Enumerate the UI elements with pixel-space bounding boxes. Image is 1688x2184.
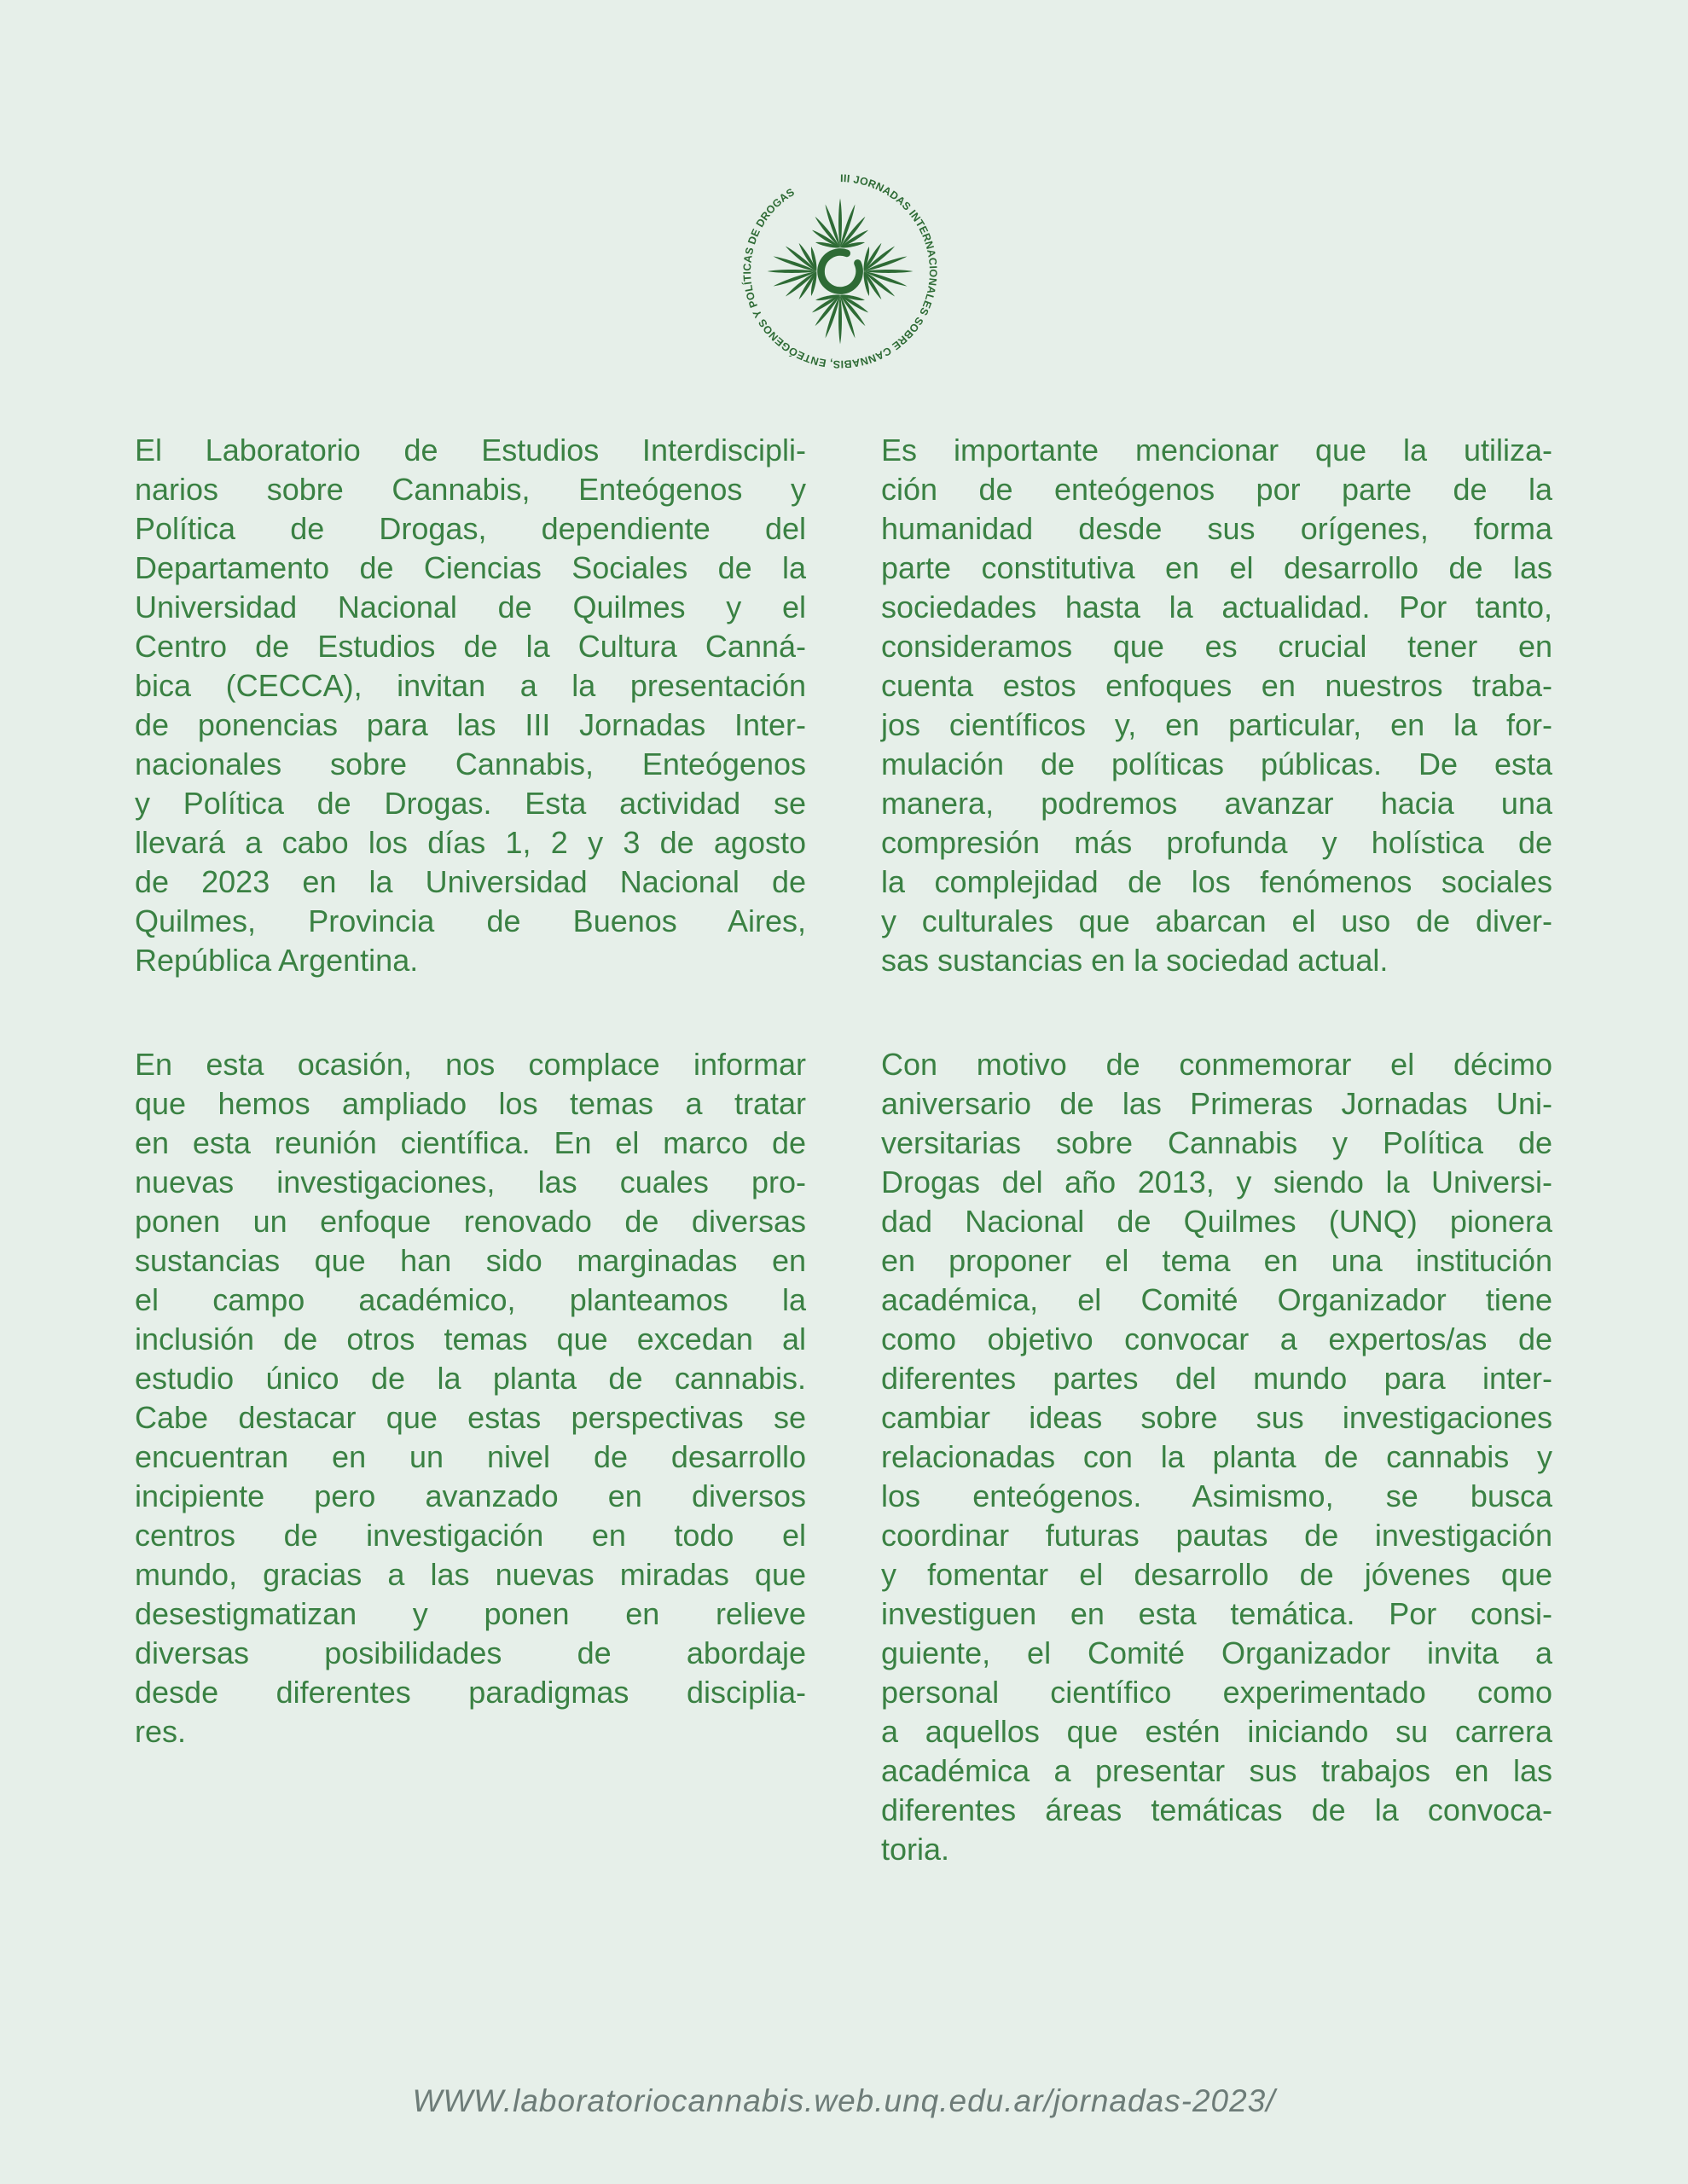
text-line: bica (CECCA), invitan a la presentación bbox=[135, 668, 806, 703]
text-line: coordinar futuras pautas de investigación bbox=[881, 1518, 1552, 1553]
text-line: cuenta estos enfoques en nuestros traba- bbox=[881, 668, 1552, 703]
paragraph bbox=[881, 1045, 1552, 1869]
paragraph bbox=[135, 431, 806, 980]
left-column bbox=[135, 431, 806, 1869]
text-line: como objetivo convocar a expertos/as de bbox=[881, 1321, 1552, 1356]
text-line: los enteógenos. Asimismo, se busca bbox=[881, 1478, 1552, 1513]
text-line: en esta reunión científica. En el marco de bbox=[135, 1125, 806, 1160]
text-line: cambiar ideas sobre sus investigaciones bbox=[881, 1400, 1552, 1435]
body-text bbox=[135, 431, 1553, 1869]
text-line: manera, podremos avanzar hacia una bbox=[881, 786, 1552, 821]
cannabis-leaf-icon-left bbox=[768, 242, 819, 300]
text-line: y Política de Drogas. Esta actividad se bbox=[135, 786, 806, 821]
text-line: de ponencias para las III Jornadas Inter- bbox=[135, 707, 806, 742]
text-line: guiente, el Comité Organizador invita a bbox=[881, 1635, 1552, 1670]
text-line: dad Nacional de Quilmes (UNQ) pionera bbox=[881, 1204, 1552, 1239]
text-line: la complejidad de los fenómenos sociales bbox=[881, 864, 1552, 899]
cannabis-leaf-icon-right bbox=[862, 242, 914, 300]
text-line: inclusión de otros temas que excedan al bbox=[135, 1321, 806, 1356]
text-line: Drogas del año 2013, y siendo la Universi- bbox=[881, 1165, 1552, 1199]
text-line: narios sobre Cannabis, Enteógenos y bbox=[135, 472, 806, 507]
text-line: estudio único de la planta de cannabis. bbox=[135, 1361, 806, 1396]
text-line: diversas posibilidades de abordaje bbox=[135, 1635, 806, 1670]
text-line: jos científicos y, en particular, en la for- bbox=[881, 707, 1552, 742]
event-logo bbox=[729, 160, 951, 382]
text-line: Centro de Estudios de la Cultura Canná- bbox=[135, 629, 806, 664]
text-line: encuentran en un nivel de desarrollo bbox=[135, 1439, 806, 1474]
text-line: Universidad Nacional de Quilmes y el bbox=[135, 590, 806, 624]
text-line: consideramos que es crucial tener en bbox=[881, 629, 1552, 664]
text-line: el campo académico, planteamos la bbox=[135, 1282, 806, 1317]
text-line: Es importante mencionar que la utiliza- bbox=[881, 433, 1552, 468]
text-line: Cabe destacar que estas perspectivas se bbox=[135, 1400, 806, 1435]
text-line: El Laboratorio de Estudios Interdiscipli- bbox=[135, 433, 806, 468]
text-line: ponen un enfoque renovado de diversas bbox=[135, 1204, 806, 1239]
text-line: académica a presentar sus trabajos en las bbox=[881, 1753, 1552, 1788]
open-ring-icon bbox=[821, 253, 860, 291]
text-line: diferentes partes del mundo para inter- bbox=[881, 1361, 1552, 1396]
text-line: En esta ocasión, nos complace informar bbox=[135, 1047, 806, 1082]
text-line: compresión más profunda y holística de bbox=[881, 825, 1552, 860]
text-line: Política de Drogas, dependiente del bbox=[135, 511, 806, 546]
text-line: que hemos ampliado los temas a tratar bbox=[135, 1086, 806, 1121]
text-line: en proponer el tema en una institución bbox=[881, 1243, 1552, 1278]
text-line: humanidad desde sus orígenes, forma bbox=[881, 511, 1552, 546]
text-line: desestigmatizan y ponen en relieve bbox=[135, 1596, 806, 1631]
text-line: desde diferentes paradigmas disciplia- bbox=[135, 1675, 806, 1710]
text-line: ción de enteógenos por parte de la bbox=[881, 472, 1552, 507]
text-line: sociedades hasta la actualidad. Por tanto, bbox=[881, 590, 1552, 624]
logo-circular-text: III JORNADAS INTERNACIONALES SOBRE CANNABIS, ENTEÓGENOS Y POLÍTICAS DE DROGAS bbox=[741, 172, 939, 370]
text-line: sustancias que han sido marginadas en bbox=[135, 1243, 806, 1278]
text-line: Quilmes, Provincia de Buenos Aires, bbox=[135, 903, 806, 938]
text-line: académica, el Comité Organizador tiene bbox=[881, 1282, 1552, 1317]
text-line: investiguen en esta temática. Por consi- bbox=[881, 1596, 1552, 1631]
text-line: República Argentina. bbox=[135, 943, 419, 978]
text-line: nuevas investigaciones, las cuales pro- bbox=[135, 1165, 806, 1199]
text-line: Departamento de Ciencias Sociales de la bbox=[135, 550, 806, 585]
paragraph bbox=[881, 431, 1552, 980]
text-line: mulación de políticas públicas. De esta bbox=[881, 746, 1552, 781]
text-line: sas sustancias en la sociedad actual. bbox=[881, 943, 1389, 978]
text-line: nacionales sobre Cannabis, Enteógenos bbox=[135, 746, 806, 781]
cannabis-leaf-icon-top bbox=[811, 199, 869, 250]
text-line: a aquellos que estén iniciando su carrera bbox=[881, 1714, 1552, 1749]
text-line: diferentes áreas temáticas de la convoca- bbox=[881, 1792, 1552, 1827]
text-line: llevará a cabo los días 1, 2 y 3 de agosto bbox=[135, 825, 806, 860]
text-line: parte constitutiva en el desarrollo de las bbox=[881, 550, 1552, 585]
text-line: res. bbox=[135, 1714, 187, 1749]
website-url: WWW.laboratoriocannabis.web.unq.edu.ar/jornadas-2023/ bbox=[412, 2083, 1276, 2118]
text-line: aniversario de las Primeras Jornadas Uni- bbox=[881, 1086, 1552, 1121]
paragraph bbox=[135, 1045, 806, 1751]
text-line: Con motivo de conmemorar el décimo bbox=[881, 1047, 1552, 1082]
text-line: toria. bbox=[881, 1832, 950, 1867]
text-line: mundo, gracias a las nuevas miradas que bbox=[135, 1557, 806, 1592]
text-line: incipiente pero avanzado en diversos bbox=[135, 1478, 806, 1513]
text-line: relacionadas con la planta de cannabis y bbox=[881, 1439, 1552, 1474]
text-line: y culturales que abarcan el uso de diver- bbox=[881, 903, 1552, 938]
right-column bbox=[881, 431, 1552, 1869]
text-line: de 2023 en la Universidad Nacional de bbox=[135, 864, 806, 899]
text-line: versitarias sobre Cannabis y Política de bbox=[881, 1125, 1552, 1160]
logo-graphic bbox=[729, 160, 951, 382]
text-line: centros de investigación en todo el bbox=[135, 1518, 806, 1553]
cannabis-leaf-icon-bottom bbox=[811, 293, 869, 345]
text-line: personal científico experimentado como bbox=[881, 1675, 1552, 1710]
text-line: y fomentar el desarrollo de jóvenes que bbox=[881, 1557, 1552, 1592]
